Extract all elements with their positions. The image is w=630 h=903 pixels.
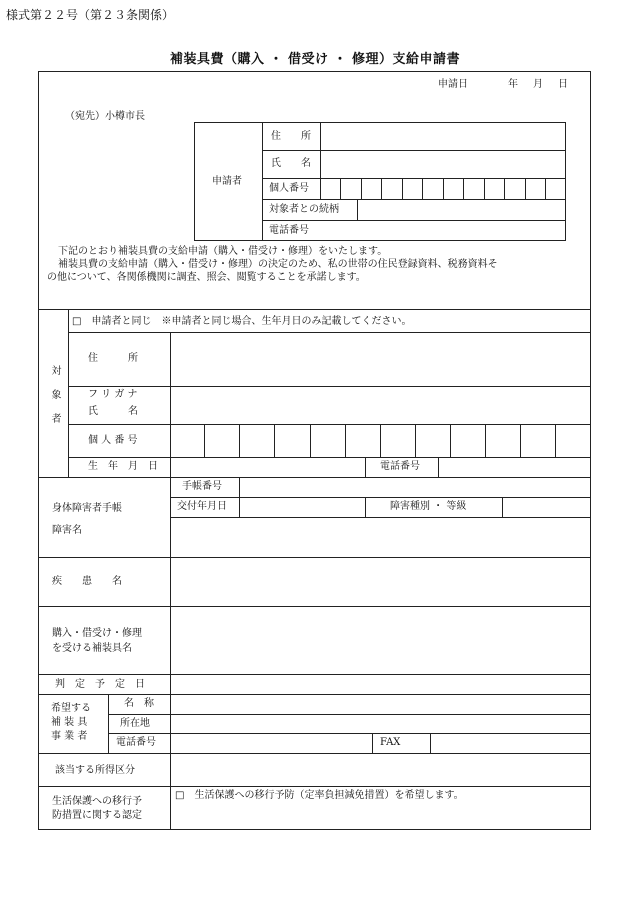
- disease-label: 疾 患 名: [52, 576, 122, 587]
- applicant-name-label: 氏 名: [271, 158, 311, 169]
- form-number: 様式第２２号（第２３条関係）: [6, 8, 175, 22]
- statement-line-1: 下記のとおり補装具費の支給申請（購入・借受け・修理）をいたします。: [58, 246, 388, 257]
- provider-label-1: 希望する: [51, 703, 91, 714]
- statement-line-2: 補装具費の支給申請（購入・借受け・修理）の決定のため、私の世帯の住民登録資料、税務資料そ: [58, 259, 498, 270]
- subject-id-label: 個 人 番 号: [88, 435, 138, 446]
- applicant-table: [194, 122, 566, 241]
- provider-label-3: 事 業 者: [51, 731, 88, 742]
- applicant-address-label: 住 所: [271, 131, 311, 142]
- welfare-label-2: 防措置に関する認定: [52, 810, 142, 821]
- disability-name-label: 障害名: [52, 525, 82, 536]
- applicant-relation-label: 対象者との続柄: [269, 204, 339, 215]
- type-grade-label: 障害種別 ・ 等級: [390, 501, 467, 512]
- subject-furigana-label: フ リ ガ ナ: [88, 389, 138, 400]
- subject-birthdate-label: 生 年 月 日: [88, 461, 158, 472]
- welfare-option-checkbox[interactable]: □ 生活保護への移行予防（定率負担減免措置）を希望します。: [175, 790, 464, 801]
- applicant-label: 申請者: [212, 176, 242, 187]
- provider-location-label: 所在地: [120, 718, 150, 729]
- device-label-1: 購入・借受け・修理: [52, 628, 142, 639]
- subject-phone-label: 電話番号: [380, 461, 420, 472]
- form-title: 補装具費（購入 ・ 借受け ・ 修理）支給申請書: [169, 52, 461, 67]
- statement-line-3: の他について、各関係機関に調査、照会、閲覧することを承諾します。: [47, 272, 366, 283]
- provider-name-label: 名 称: [124, 698, 154, 709]
- applicant-phone-label: 電話番号: [269, 225, 309, 236]
- notebook-number-label: 手帳番号: [182, 481, 222, 492]
- disability-label: 身体障害者手帳: [52, 503, 122, 514]
- applicant-id-label: 個人番号: [269, 183, 309, 194]
- device-label-2: を受ける補装具名: [52, 643, 132, 654]
- same-as-applicant-checkbox[interactable]: □ 申請者と同じ ※申請者と同じ場合、生年月日のみ記載してください。: [72, 316, 412, 327]
- welfare-label-1: 生活保護への移行予: [52, 796, 142, 807]
- addressee: （宛先）小樽市長: [65, 111, 145, 122]
- provider-fax-label: FAX: [380, 737, 401, 748]
- provider-phone-label: 電話番号: [116, 737, 156, 748]
- day-label: 日: [558, 79, 568, 90]
- income-label: 該当する所得区分: [55, 765, 135, 776]
- subject-address-label: 住 所: [88, 353, 138, 364]
- issue-date-label: 交付年月日: [177, 501, 227, 512]
- subject-name-label: 氏 名: [88, 406, 138, 417]
- application-date-label: 申請日: [438, 79, 468, 90]
- subject-label: 対象者: [49, 365, 60, 437]
- provider-label-2: 補 装 具: [51, 717, 88, 728]
- year-label: 年: [508, 79, 518, 90]
- month-label: 月: [533, 79, 543, 90]
- judgment-date-label: 判 定 予 定 日: [55, 679, 145, 690]
